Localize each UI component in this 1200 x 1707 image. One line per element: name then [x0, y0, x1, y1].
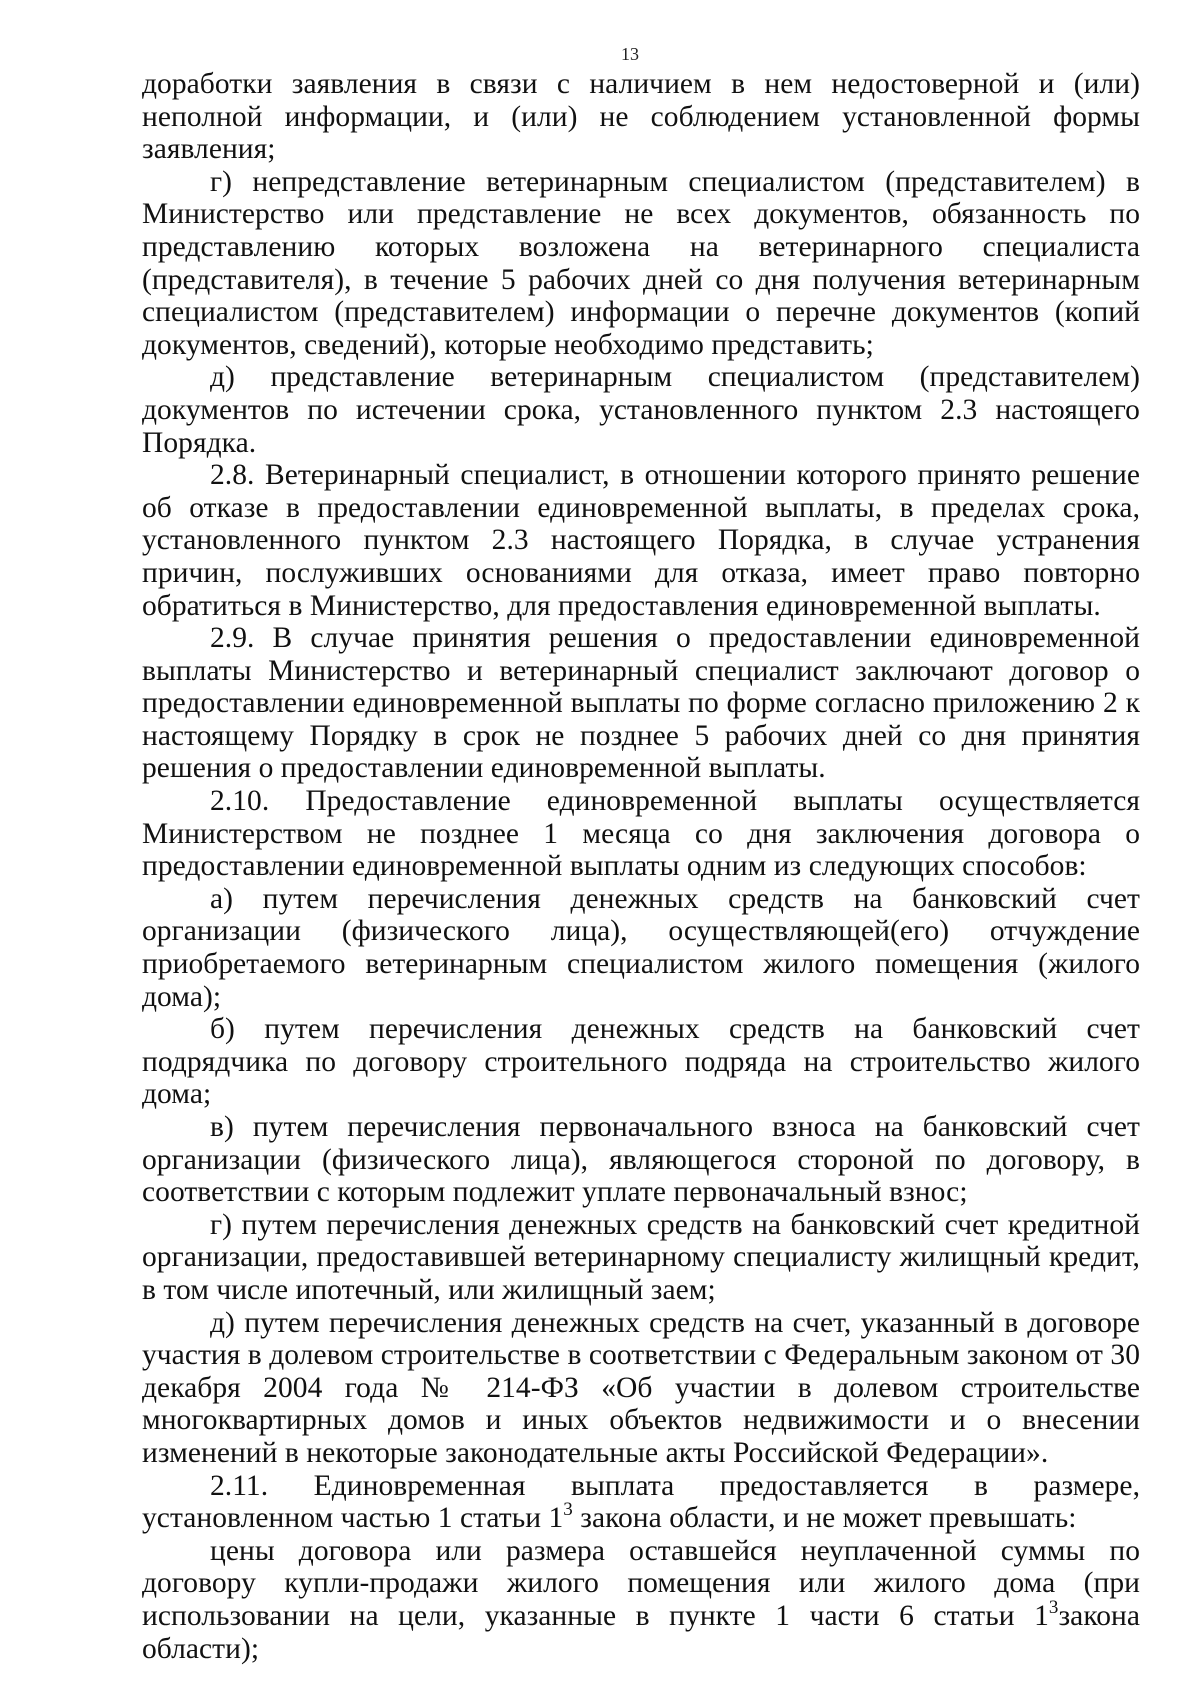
- paragraph-price-text-end: закона области);: [142, 1599, 1140, 1665]
- paragraph-2-10-v: в) путем перечисления первоначального взноса на банковский счет организации (физического лица), являющегося стороной по договору, в соответствии с которым подлежит уплате первоначальный взнос;: [142, 1111, 1140, 1209]
- paragraph-2-11-text-start: 2.11. Единовременная выплата предоставляется в размере, установленном частью 1 статьи 1: [142, 1469, 1140, 1535]
- paragraph-continuation: доработки заявления в связи с наличием в нем недостоверной и (или) неполной информации, и (или) не соблюдением установленной формы заявления;: [142, 68, 1140, 166]
- paragraph-2-9: 2.9. В случае принятия решения о предоставлении единовременной выплаты Министерство и ветеринарный специалист заключают договор о предоставлении единовременной выплаты по форме согласно приложению 2 к настоящему Порядку в срок не позднее 5 рабочих дней со дня принятия решения о предоставлении единовременной выплаты.: [142, 622, 1140, 785]
- document-body: [142, 68, 1140, 1665]
- superscript-3: 3: [1048, 1596, 1059, 1618]
- paragraph-price-text-start: цены договора или размера оставшейся неуплаченной суммы по договору купли-продажи жилого помещения или жилого дома (при использовании на цели, указанные в пункте 1 части 6 статьи 1: [142, 1534, 1140, 1632]
- paragraph-2-10-d: д) путем перечисления денежных средств на счет, указанный в договоре участия в долевом строительстве в соответствии с Федеральным законом от 30 декабря 2004 года № 214-ФЗ «Об участии в долевом строительстве многоквартирных домов и иных объектов недвижимости и о внесении изменений в некоторые законодательные акты Российской Федерации».: [142, 1306, 1140, 1469]
- paragraph-2-10-b: б) путем перечисления денежных средств на банковский счет подрядчика по договору строительного подряда на строительство жилого дома;: [142, 1013, 1140, 1111]
- paragraph-2-10: 2.10. Предоставление единовременной выплаты осуществляется Министерством не позднее 1 месяца со дня заключения договора о предоставлении единовременной выплаты одним из следующих способов:: [142, 785, 1140, 883]
- paragraph-2-11-text-end: закона области, и не может превышать:: [572, 1502, 1077, 1535]
- paragraph-item-g: г) непредставление ветеринарным специалистом (представителем) в Министерство или представление не всех документов, обязанность по представлению которых возложена на ветеринарного специалиста (представителя), в течение 5 рабочих дней со дня получения ветеринарным специалистом (представителем) информации о перечне документов (копий документов, сведений), которые необходимо представить;: [142, 165, 1140, 361]
- superscript-3: 3: [563, 1499, 573, 1521]
- page-number: 13: [621, 44, 639, 64]
- paragraph-price-limit: [142, 1535, 1140, 1665]
- paragraph-2-8: 2.8. Ветеринарный специалист, в отношении которого принято решение об отказе в предоставлении единовременной выплаты, в пределах срока, установленного пунктом 2.3 настоящего Порядка, в случае устранения причин, послуживших основаниями для отказа, имеет право повторно обратиться в Министерство, для предоставления единовременной выплаты.: [142, 459, 1140, 622]
- paragraph-2-11: [142, 1470, 1140, 1535]
- paragraph-2-10-g: г) путем перечисления денежных средств на банковский счет кредитной организации, предоставившей ветеринарному специалисту жилищный кредит, в том числе ипотечный, или жилищный заем;: [142, 1208, 1140, 1306]
- paragraph-2-10-a: а) путем перечисления денежных средств на банковский счет организации (физического лица), осуществляющей(его) отчуждение приобретаемого ветеринарным специалистом жилого помещения (жилого дома);: [142, 882, 1140, 1013]
- paragraph-item-d: д) представление ветеринарным специалистом (представителем) документов по истечении срока, установленного пунктом 2.3 настоящего Порядка.: [142, 361, 1140, 459]
